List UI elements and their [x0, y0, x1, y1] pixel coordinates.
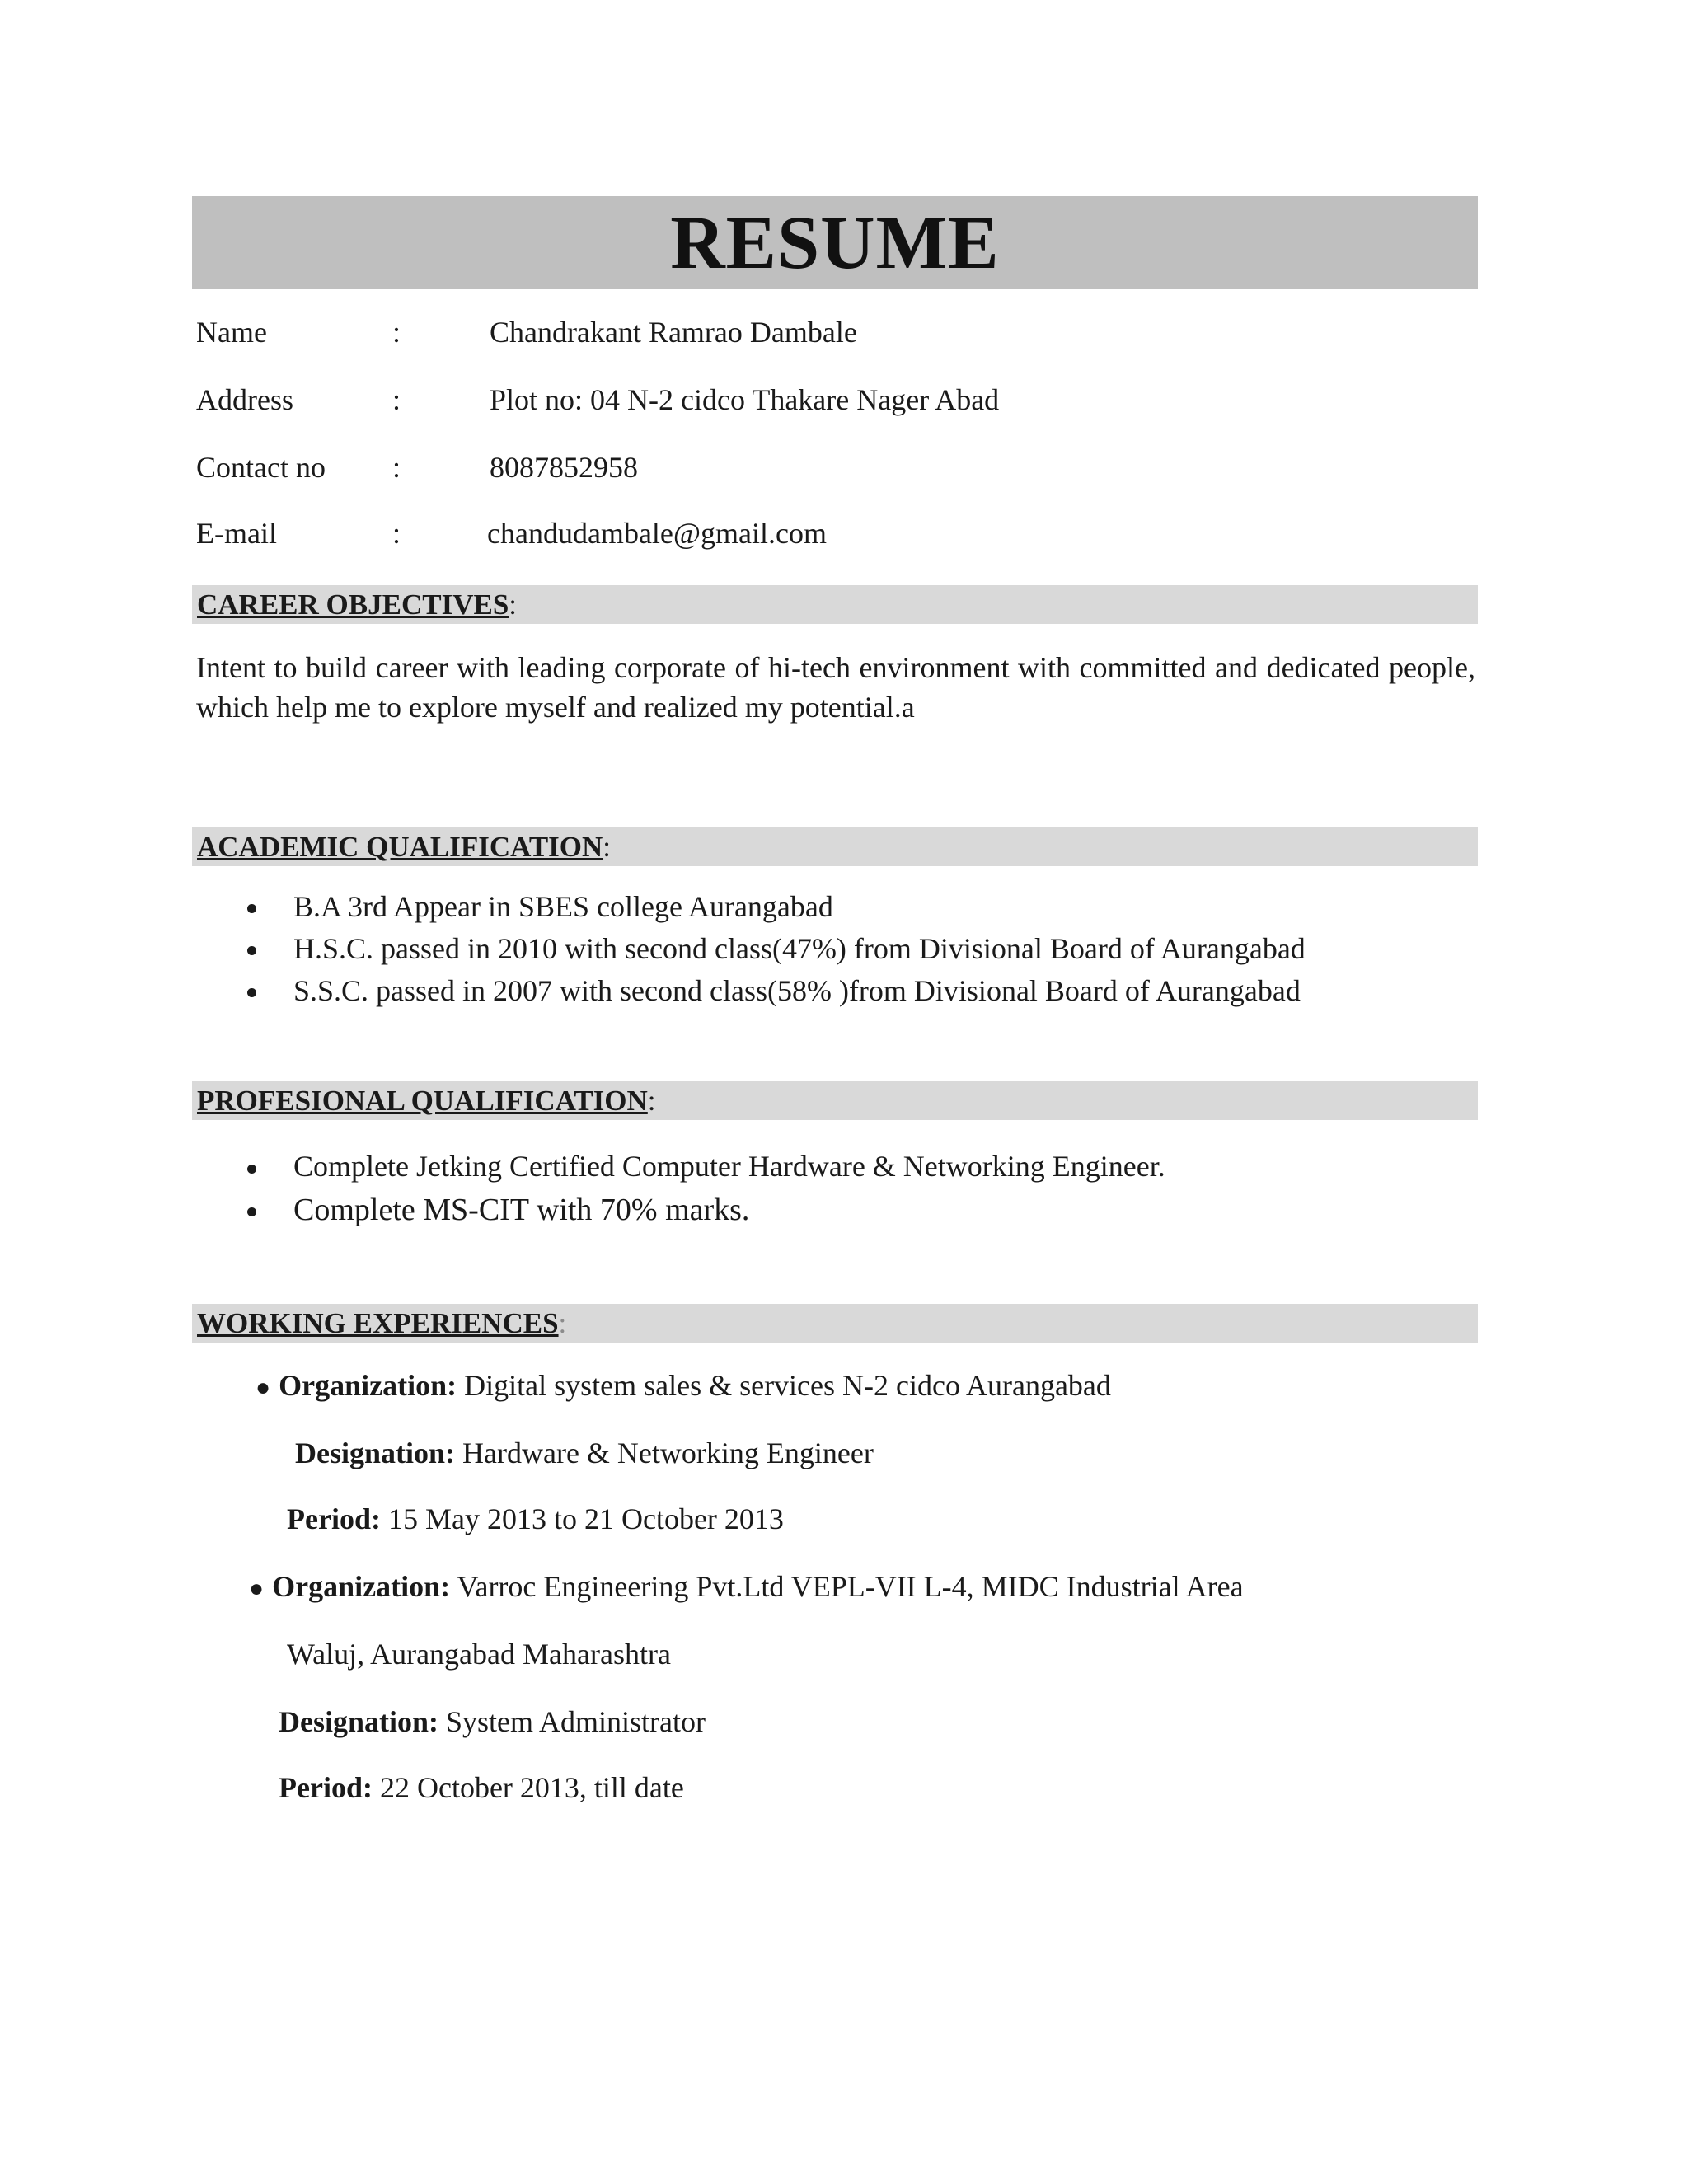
working-experiences-colon: :: [558, 1307, 567, 1339]
bullet-icon: [247, 904, 256, 913]
list-item: [196, 886, 1306, 928]
academic-item-text: S.S.C. passed in 2007 with second class(58% )from Divisional Board of Aurangabad: [293, 974, 1301, 1007]
period-label: Period:: [287, 1502, 381, 1535]
job-2-organization: [249, 1566, 1244, 1610]
period-label: Period:: [279, 1771, 373, 1804]
bullet-icon: [247, 1207, 256, 1216]
resume-title-bar: [192, 196, 1478, 289]
designation-value: System Administrator: [438, 1705, 706, 1738]
job-1-organization: [256, 1365, 1111, 1408]
career-objectives-heading: [197, 585, 517, 624]
organization-value: Varroc Engineering Pvt.Ltd VEPL-VII L-4, MIDC Industrial Area: [450, 1570, 1244, 1603]
career-objectives-colon: :: [509, 588, 518, 621]
organization-value: Digital system sales & services N-2 cidco Aurangabad: [457, 1369, 1111, 1402]
working-experiences-title: WORKING EXPERIENCES: [197, 1307, 559, 1339]
period-value: 15 May 2013 to 21 October 2013: [380, 1502, 784, 1535]
professional-qualification-heading: [197, 1081, 656, 1120]
academic-qualification-list: [196, 886, 1306, 1012]
working-experiences-bar: [192, 1304, 1478, 1343]
bullet-icon: ●: [249, 1575, 265, 1602]
designation-label: Designation:: [279, 1705, 439, 1738]
academic-qualification-title: ACADEMIC QUALIFICATION: [197, 831, 603, 863]
job-2-designation: [279, 1701, 706, 1742]
email-colon: :: [392, 517, 401, 550]
list-item: [196, 1188, 1165, 1232]
job-2-period: [279, 1767, 684, 1808]
job-1-designation: [295, 1432, 874, 1474]
academic-item-text: H.S.C. passed in 2010 with second class(47%) from Divisional Board of Aurangabad: [293, 932, 1306, 965]
bullet-icon: [247, 946, 256, 955]
email-label: E-mail: [196, 517, 277, 550]
career-objectives-title: CAREER OBJECTIVES: [197, 588, 509, 621]
organization-label: Organization:: [272, 1570, 451, 1603]
academic-item-text: B.A 3rd Appear in SBES college Aurangabad: [293, 890, 833, 923]
resume-title: RESUME: [670, 200, 1000, 284]
period-value: 22 October 2013, till date: [372, 1771, 684, 1804]
academic-qualification-colon: :: [603, 831, 612, 863]
job-2-organization-line2: Waluj, Aurangabad Maharashtra: [287, 1638, 671, 1671]
professional-qualification-bar: [192, 1081, 1478, 1120]
contact-value: 8087852958: [490, 451, 638, 484]
working-experiences-heading: [197, 1304, 566, 1343]
academic-qualification-heading: [197, 827, 611, 866]
job-1-period: [287, 1498, 784, 1540]
professional-qualification-title: PROFESIONAL QUALIFICATION: [197, 1085, 648, 1117]
address-label: Address: [196, 383, 293, 416]
email-value: chandudambale@gmail.com: [487, 517, 828, 550]
designation-value: Hardware & Networking Engineer: [455, 1436, 874, 1469]
list-item: [196, 1145, 1165, 1188]
career-objectives-bar: [192, 585, 1478, 624]
list-item: [196, 970, 1306, 1012]
name-label: Name: [196, 316, 267, 349]
designation-label: Designation:: [295, 1436, 456, 1469]
contact-label: Contact no: [196, 451, 326, 484]
professional-item-text: Complete MS-CIT with 70% marks.: [293, 1193, 750, 1227]
contact-colon: :: [392, 451, 401, 484]
address-value: Plot no: 04 N-2 cidco Thakare Nager Abad: [490, 383, 1000, 416]
bullet-icon: [247, 988, 256, 997]
name-colon: :: [392, 316, 401, 349]
professional-qualification-list: [196, 1145, 1165, 1232]
address-colon: :: [392, 383, 401, 416]
name-value: Chandrakant Ramrao Dambale: [490, 316, 857, 349]
professional-item-text: Complete Jetking Certified Computer Hardware & Networking Engineer.: [293, 1150, 1165, 1183]
bullet-icon: ●: [256, 1374, 271, 1401]
organization-label: Organization:: [279, 1369, 457, 1402]
career-objectives-text: Intent to build career with leading corporate of hi-tech environment with committed and dedicated people, which help me to explore myself and realized my potential.a: [196, 651, 1475, 724]
list-item: [196, 928, 1306, 970]
professional-qualification-colon: :: [647, 1085, 656, 1117]
bullet-icon: [247, 1165, 256, 1174]
academic-qualification-bar: [192, 827, 1478, 866]
